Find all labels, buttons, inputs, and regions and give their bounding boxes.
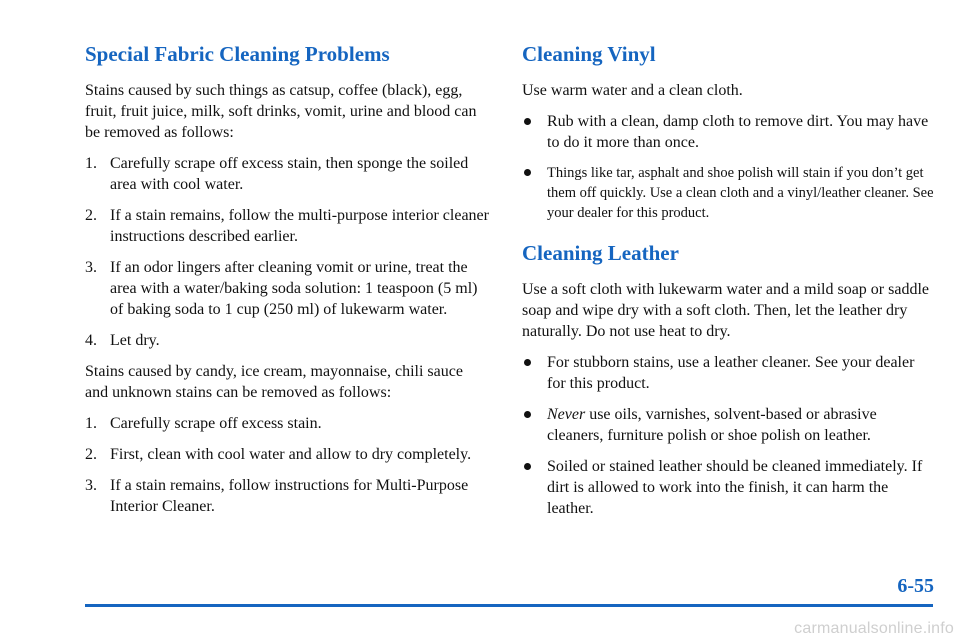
left-column: [85, 40, 490, 527]
heading-cleaning-leather: Cleaning Leather: [522, 241, 679, 265]
paragraph-vinyl-intro: Use warm water and a clean cloth.: [522, 82, 743, 99]
list-item: [522, 404, 934, 446]
vinyl-bullet-list: [522, 111, 934, 223]
bullet-icon: [524, 463, 531, 470]
watermark-text: carmanualsonline.info: [794, 620, 954, 637]
step-text: Carefully scrape off excess stain, then sponge the soiled area with cool water.: [110, 155, 469, 193]
step-text: Let dry.: [110, 332, 160, 349]
steps-list-2: [85, 413, 490, 517]
step-text: If a stain remains, follow the multi-purpose interior cleaner instructions described earlier.: [110, 207, 489, 245]
step-number: 4.: [85, 332, 97, 349]
steps-list-1: [85, 153, 490, 351]
bullet-text: Things like tar, asphalt and shoe polish will stain if you don’t get them off quickly. Use a clean cloth and a vinyl/leather cleaner. See your dealer for this product.: [547, 165, 934, 221]
bullet-text: Rub with a clean, damp cloth to remove dirt. You may have to do it more than once.: [547, 113, 929, 151]
list-item: [85, 475, 490, 517]
step-number: 1.: [85, 155, 97, 172]
bullet-icon: [524, 118, 531, 125]
step-text: If a stain remains, follow instructions for Multi-Purpose Interior Cleaner.: [110, 477, 469, 515]
bullet-text: Soiled or stained leather should be cleaned immediately. If dirt is allowed to work into the finish, it can harm the leather.: [547, 458, 923, 517]
list-item: [85, 413, 490, 434]
heading-special-fabric: Special Fabric Cleaning Problems: [85, 42, 390, 66]
bullet-text: use oils, varnishes, solvent-based or abrasive cleaners, furniture polish or shoe polish on leather.: [547, 406, 877, 444]
step-number: 2.: [85, 446, 97, 463]
footer-divider: [85, 604, 933, 607]
list-item: [85, 153, 490, 195]
right-column: [522, 40, 934, 529]
list-item: [522, 352, 934, 394]
list-item: [85, 205, 490, 247]
step-text: First, clean with cool water and allow to dry completely.: [110, 446, 472, 463]
bullet-text: For stubborn stains, use a leather cleaner. See your dealer for this product.: [547, 354, 915, 392]
step-number: 1.: [85, 415, 97, 432]
list-item: [522, 111, 934, 153]
step-text: Carefully scrape off excess stain.: [110, 415, 322, 432]
page-number: 6-55: [897, 575, 934, 597]
step-number: 3.: [85, 477, 97, 494]
heading-cleaning-vinyl: Cleaning Vinyl: [522, 42, 656, 66]
leather-bullet-list: [522, 352, 934, 519]
bullet-icon: [524, 359, 531, 366]
step-number: 2.: [85, 207, 97, 224]
bullet-icon: [524, 169, 531, 176]
bullet-icon: [524, 411, 531, 418]
list-item: [85, 444, 490, 465]
step-number: 3.: [85, 259, 97, 276]
list-item: [85, 330, 490, 351]
paragraph-leather-intro: Use a soft cloth with lukewarm water and a mild soap or saddle soap and wipe dry with a soft cloth. Then, let the leather dry naturally. Do not use heat to dry.: [522, 281, 929, 340]
list-item: [85, 257, 490, 320]
paragraph-stain-intro-2: Stains caused by candy, ice cream, mayonnaise, chili sauce and unknown stains can be removed as follows:: [85, 363, 463, 401]
emphasis-never: Never: [547, 406, 586, 423]
list-item: [522, 163, 934, 223]
step-text: If an odor lingers after cleaning vomit or urine, treat the area with a water/baking soda solution: 1 teaspoon (5 ml) of baking soda to 1 cup (250 ml) of lukewarm water.: [110, 259, 478, 318]
list-item: [522, 456, 934, 519]
paragraph-stain-intro-1: Stains caused by such things as catsup, coffee (black), egg, fruit, fruit juice, milk, soft drinks, vomit, urine and blood can be removed as follows:: [85, 82, 477, 141]
